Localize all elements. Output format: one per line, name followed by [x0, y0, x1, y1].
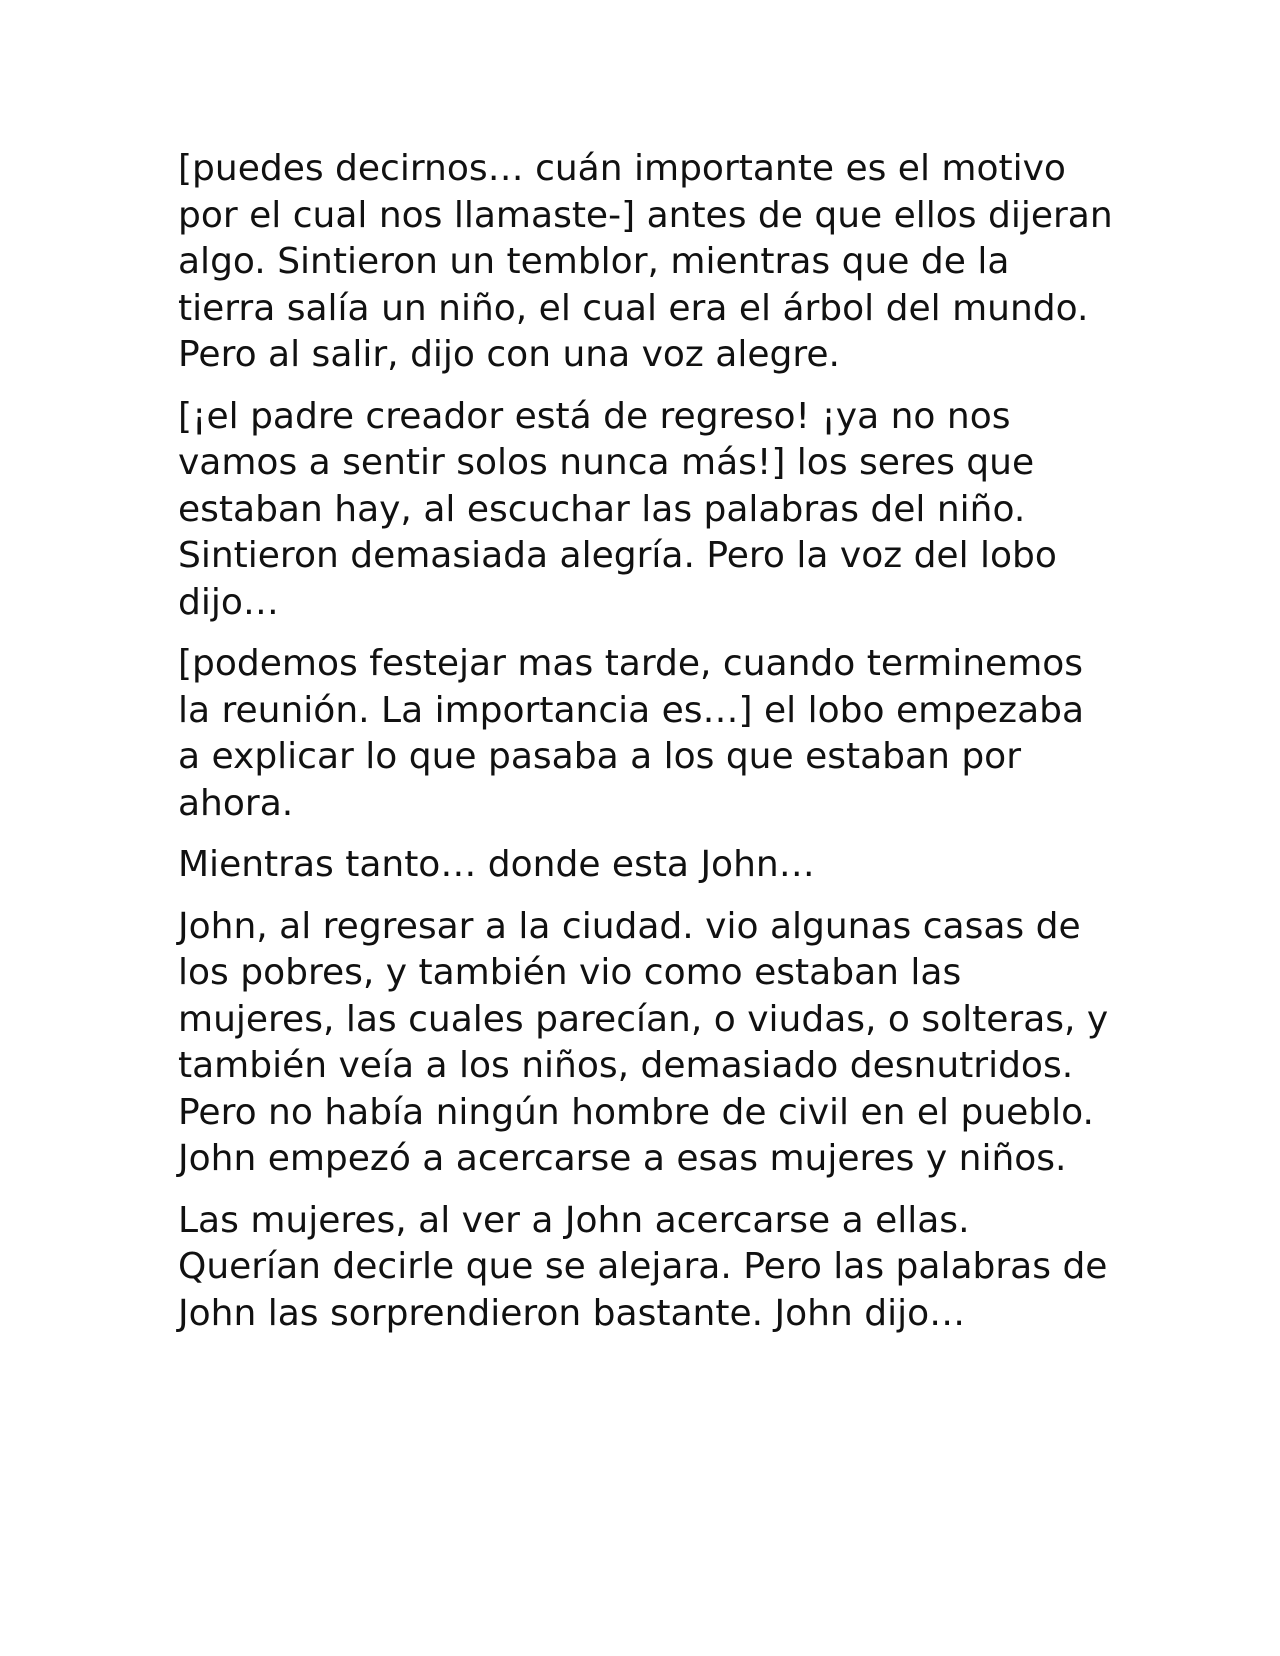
paragraph: [podemos festejar mas tarde, cuando terminemos la reunión. La importancia es…] el lobo empezaba a explicar lo que pasaba a los que estaban por ahora.: [178, 643, 1085, 824]
paragraph: John, al regresar a la ciudad. vio algunas casas de los pobres, y también vio como estaban las mujeres, las cuales parecían, o viudas, o solteras, y también veía a los niños, demasiado desnutridos. Pero no había ningún hombre de civil en el pueblo. John empezó a acercarse a esas mujeres y niños.: [178, 905, 1109, 1179]
paragraph: Mientras tanto… donde esta John…: [178, 844, 815, 885]
document-page: [178, 146, 1113, 1352]
paragraph: [¡el padre creador está de regreso! ¡ya no nos vamos a sentir solos nunca más!] los seres que estaban hay, al escuchar las palabras del niño. Sintieron demasiada alegría. Pero la voz del lobo dijo…: [178, 395, 1057, 623]
paragraph: [puedes decirnos… cuán importante es el motivo por el cual nos llamaste-] antes de que ellos dijeran algo. Sintieron un temblor, mientras que de la tierra salía un niño, el cual era el árbol del mundo. Pero al salir, dijo con una voz alegre.: [178, 148, 1113, 375]
paragraph: Las mujeres, al ver a John acercarse a ellas. Querían decirle que se alejara. Pero las palabras de John las sorprendieron bastante. John dijo…: [178, 1199, 1108, 1334]
